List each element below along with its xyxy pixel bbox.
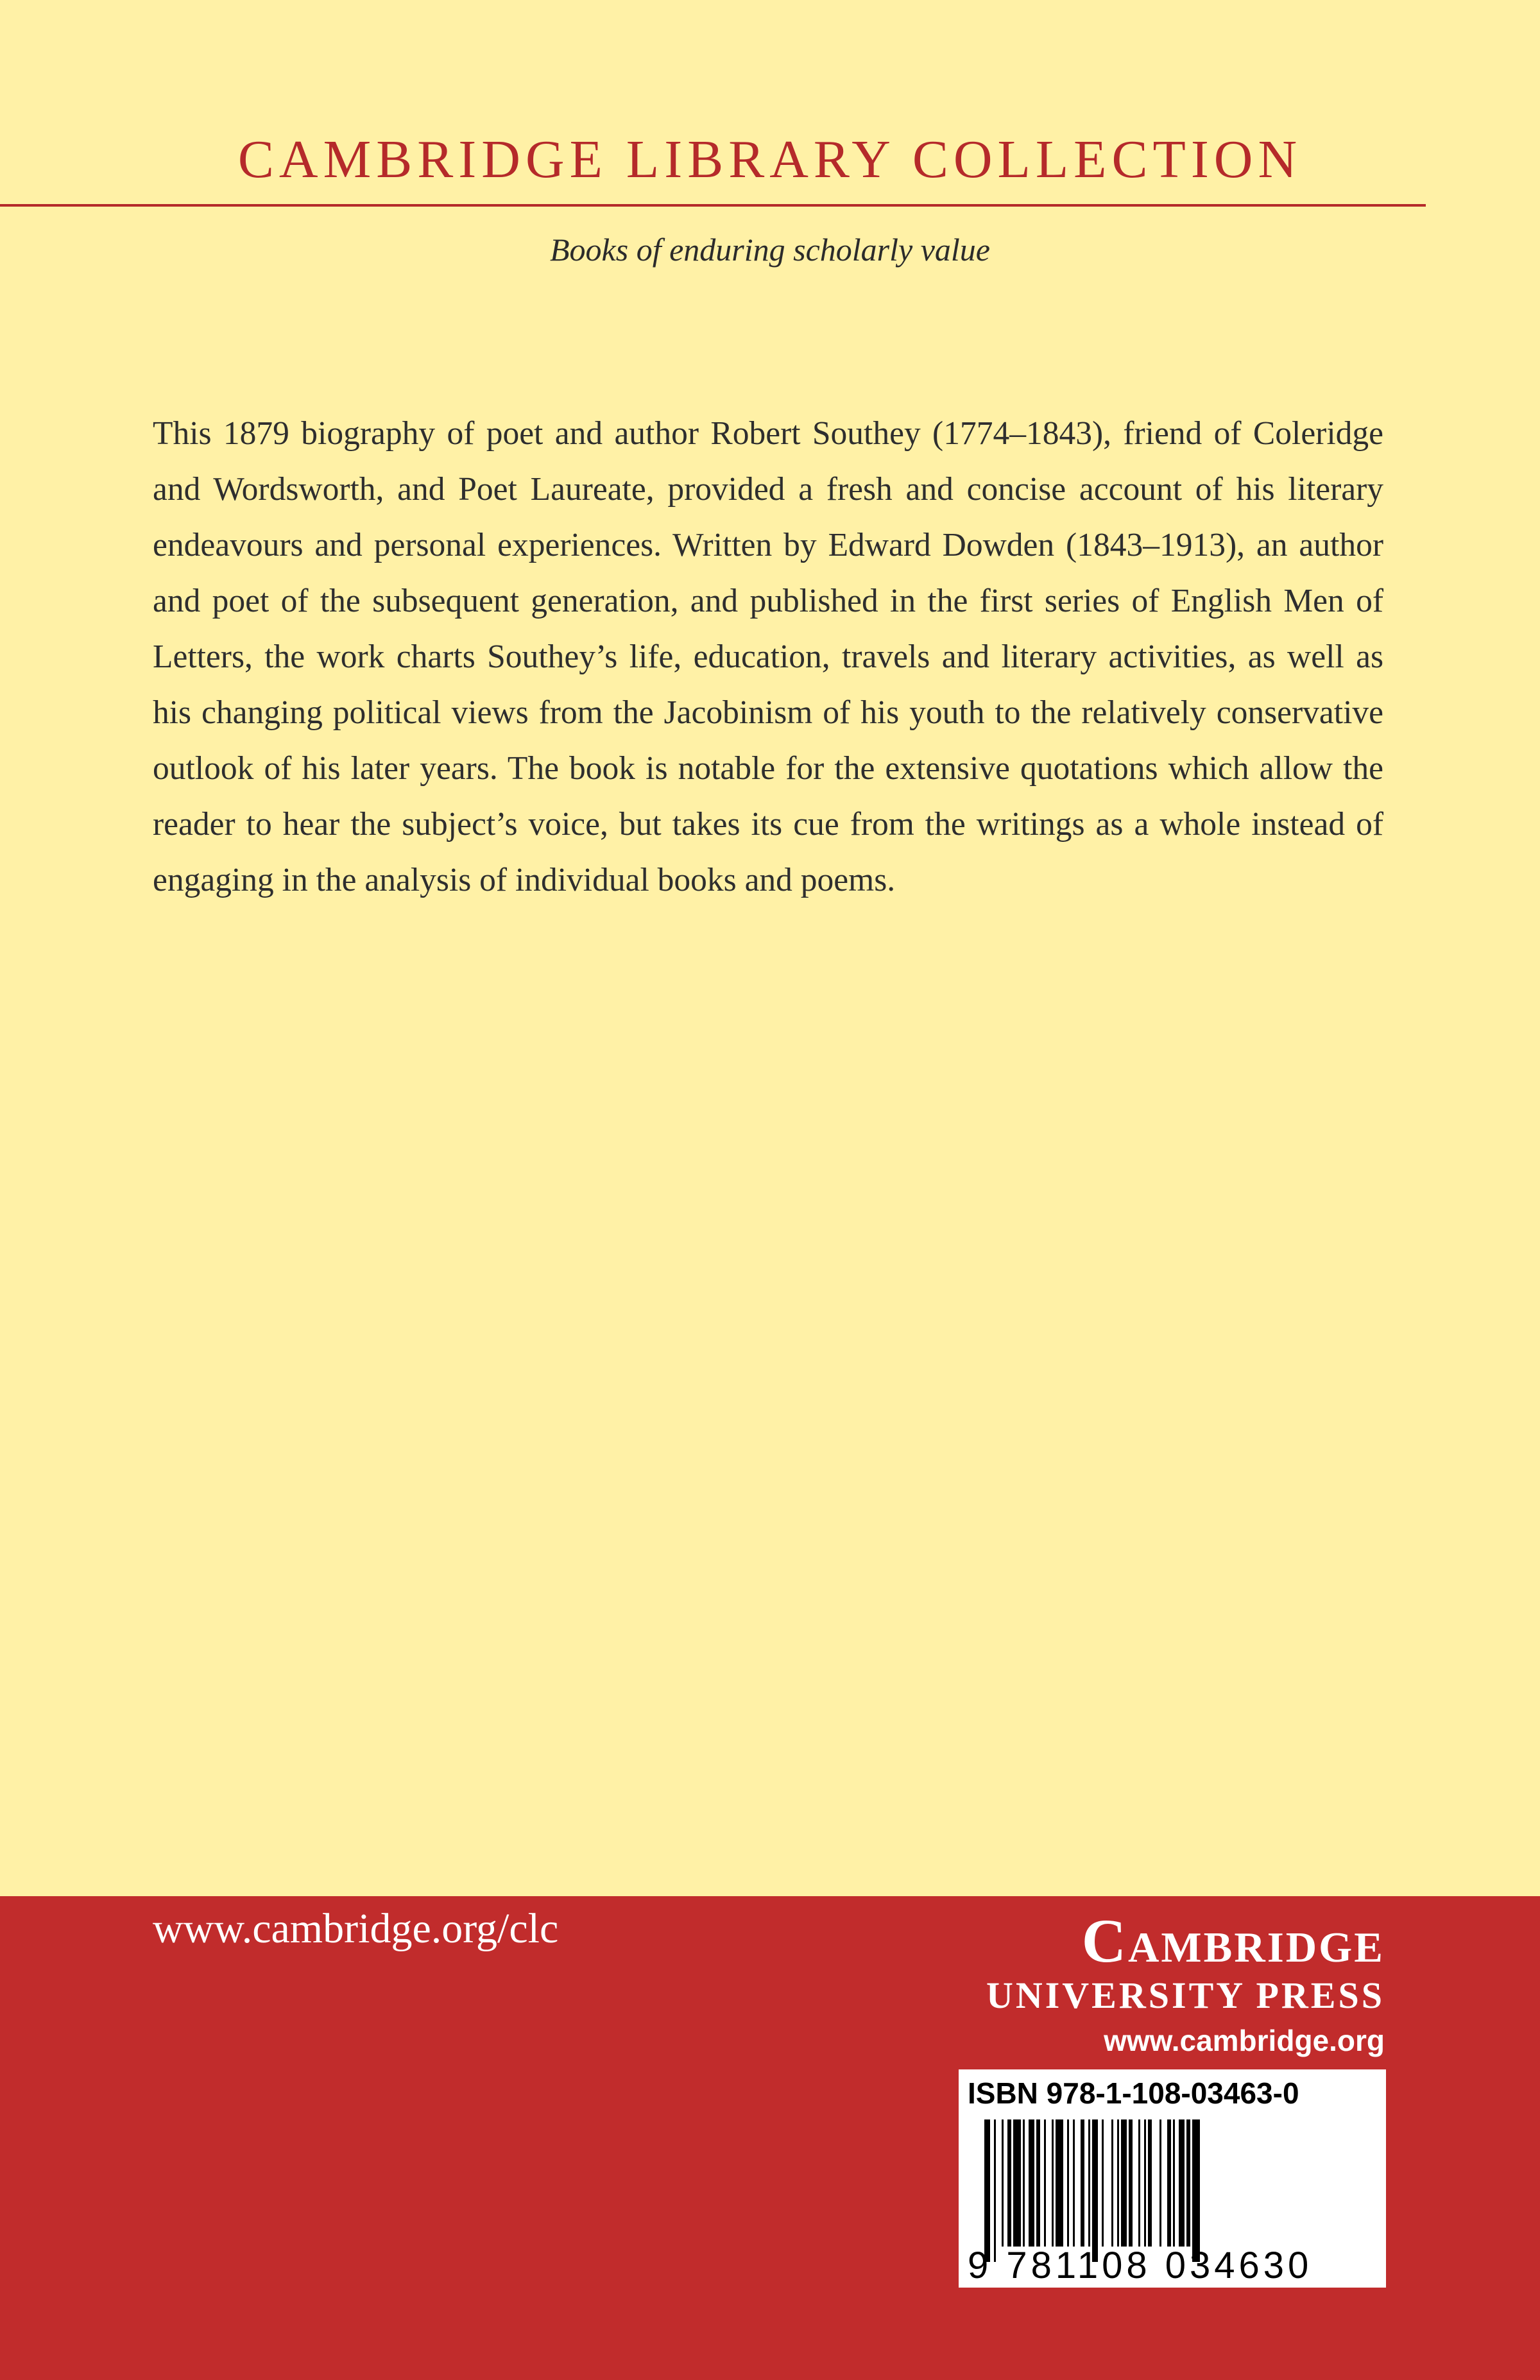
- barcode-bar: [1013, 2119, 1021, 2247]
- publisher-url: www.cambridge.org: [1104, 2024, 1385, 2057]
- barcode-bar: [1144, 2119, 1146, 2247]
- publisher-name: Cambridge: [1081, 1906, 1385, 1975]
- barcode-bar: [984, 2119, 990, 2262]
- series-title: CAMBRIDGE LIBRARY COLLECTION: [237, 130, 1303, 189]
- barcode-bar: [1088, 2119, 1090, 2247]
- barcode-bar: [1192, 2119, 1200, 2262]
- barcode-bar: [1167, 2119, 1171, 2247]
- barcode-bar: [1056, 2119, 1063, 2247]
- barcode-digits: 9 781108 034630: [968, 2245, 1313, 2286]
- barcode-bar: [1067, 2119, 1069, 2247]
- barcode-bar: [1002, 2119, 1004, 2247]
- barcode-bar: [1148, 2119, 1152, 2247]
- publisher-subtitle: UNIVERSITY PRESS: [986, 1974, 1385, 2016]
- series-tagline: Books of enduring scholarly value: [550, 232, 990, 268]
- publisher-logo: [986, 1906, 1385, 2063]
- barcode-bar: [1052, 2119, 1054, 2247]
- barcode-bar: [994, 2119, 996, 2262]
- barcode-bar: [1036, 2119, 1040, 2247]
- barcode-bar: [1023, 2119, 1025, 2247]
- barcode-bar: [1121, 2119, 1127, 2247]
- title-rule: [0, 204, 1426, 207]
- barcode-bar: [1102, 2119, 1104, 2247]
- barcode-bar: [1029, 2119, 1034, 2247]
- barcode-bar: [1173, 2119, 1175, 2247]
- barcode-bar: [1159, 2119, 1161, 2247]
- barcode-bar: [1073, 2119, 1075, 2247]
- series-url: www.cambridge.org/clc: [153, 1905, 559, 1952]
- barcode-panel: [959, 2069, 1386, 2288]
- barcode-bar: [1044, 2119, 1046, 2247]
- barcode-bar: [1007, 2119, 1011, 2247]
- isbn-label: ISBN 978-1-108-03463-0: [968, 2076, 1299, 2110]
- barcode-bar: [1179, 2119, 1185, 2247]
- barcode-bar: [1117, 2119, 1119, 2247]
- barcode-bar: [1092, 2119, 1098, 2262]
- book-description: This 1879 biography of poet and author Robert Southey (1774–1843), friend of Coleridge and Wordsworth, and Poet Laureate, provided a fresh and concise account of his literary endeavours and personal experiences. Written by Edward Dowden (1843–1913), an author and poet of the subsequent generation, and published in the first series of English Men of Letters, the work charts Southey’s life, education, travels and literary activities, as well as his changing political views from the Jacobinism of his youth to the relatively conservative outlook of his later years. The book is notable for the extensive quotations which allow the reader to hear the subject’s voice, but takes its cue from the writings as a whole instead of engaging in the analysis of individual books and poems.: [153, 415, 1383, 898]
- barcode-bar: [1138, 2119, 1140, 2247]
- barcode-bar: [1186, 2119, 1190, 2247]
- barcode-bar: [1129, 2119, 1133, 2247]
- barcode-bar: [1081, 2119, 1084, 2247]
- barcode-bar: [1111, 2119, 1113, 2247]
